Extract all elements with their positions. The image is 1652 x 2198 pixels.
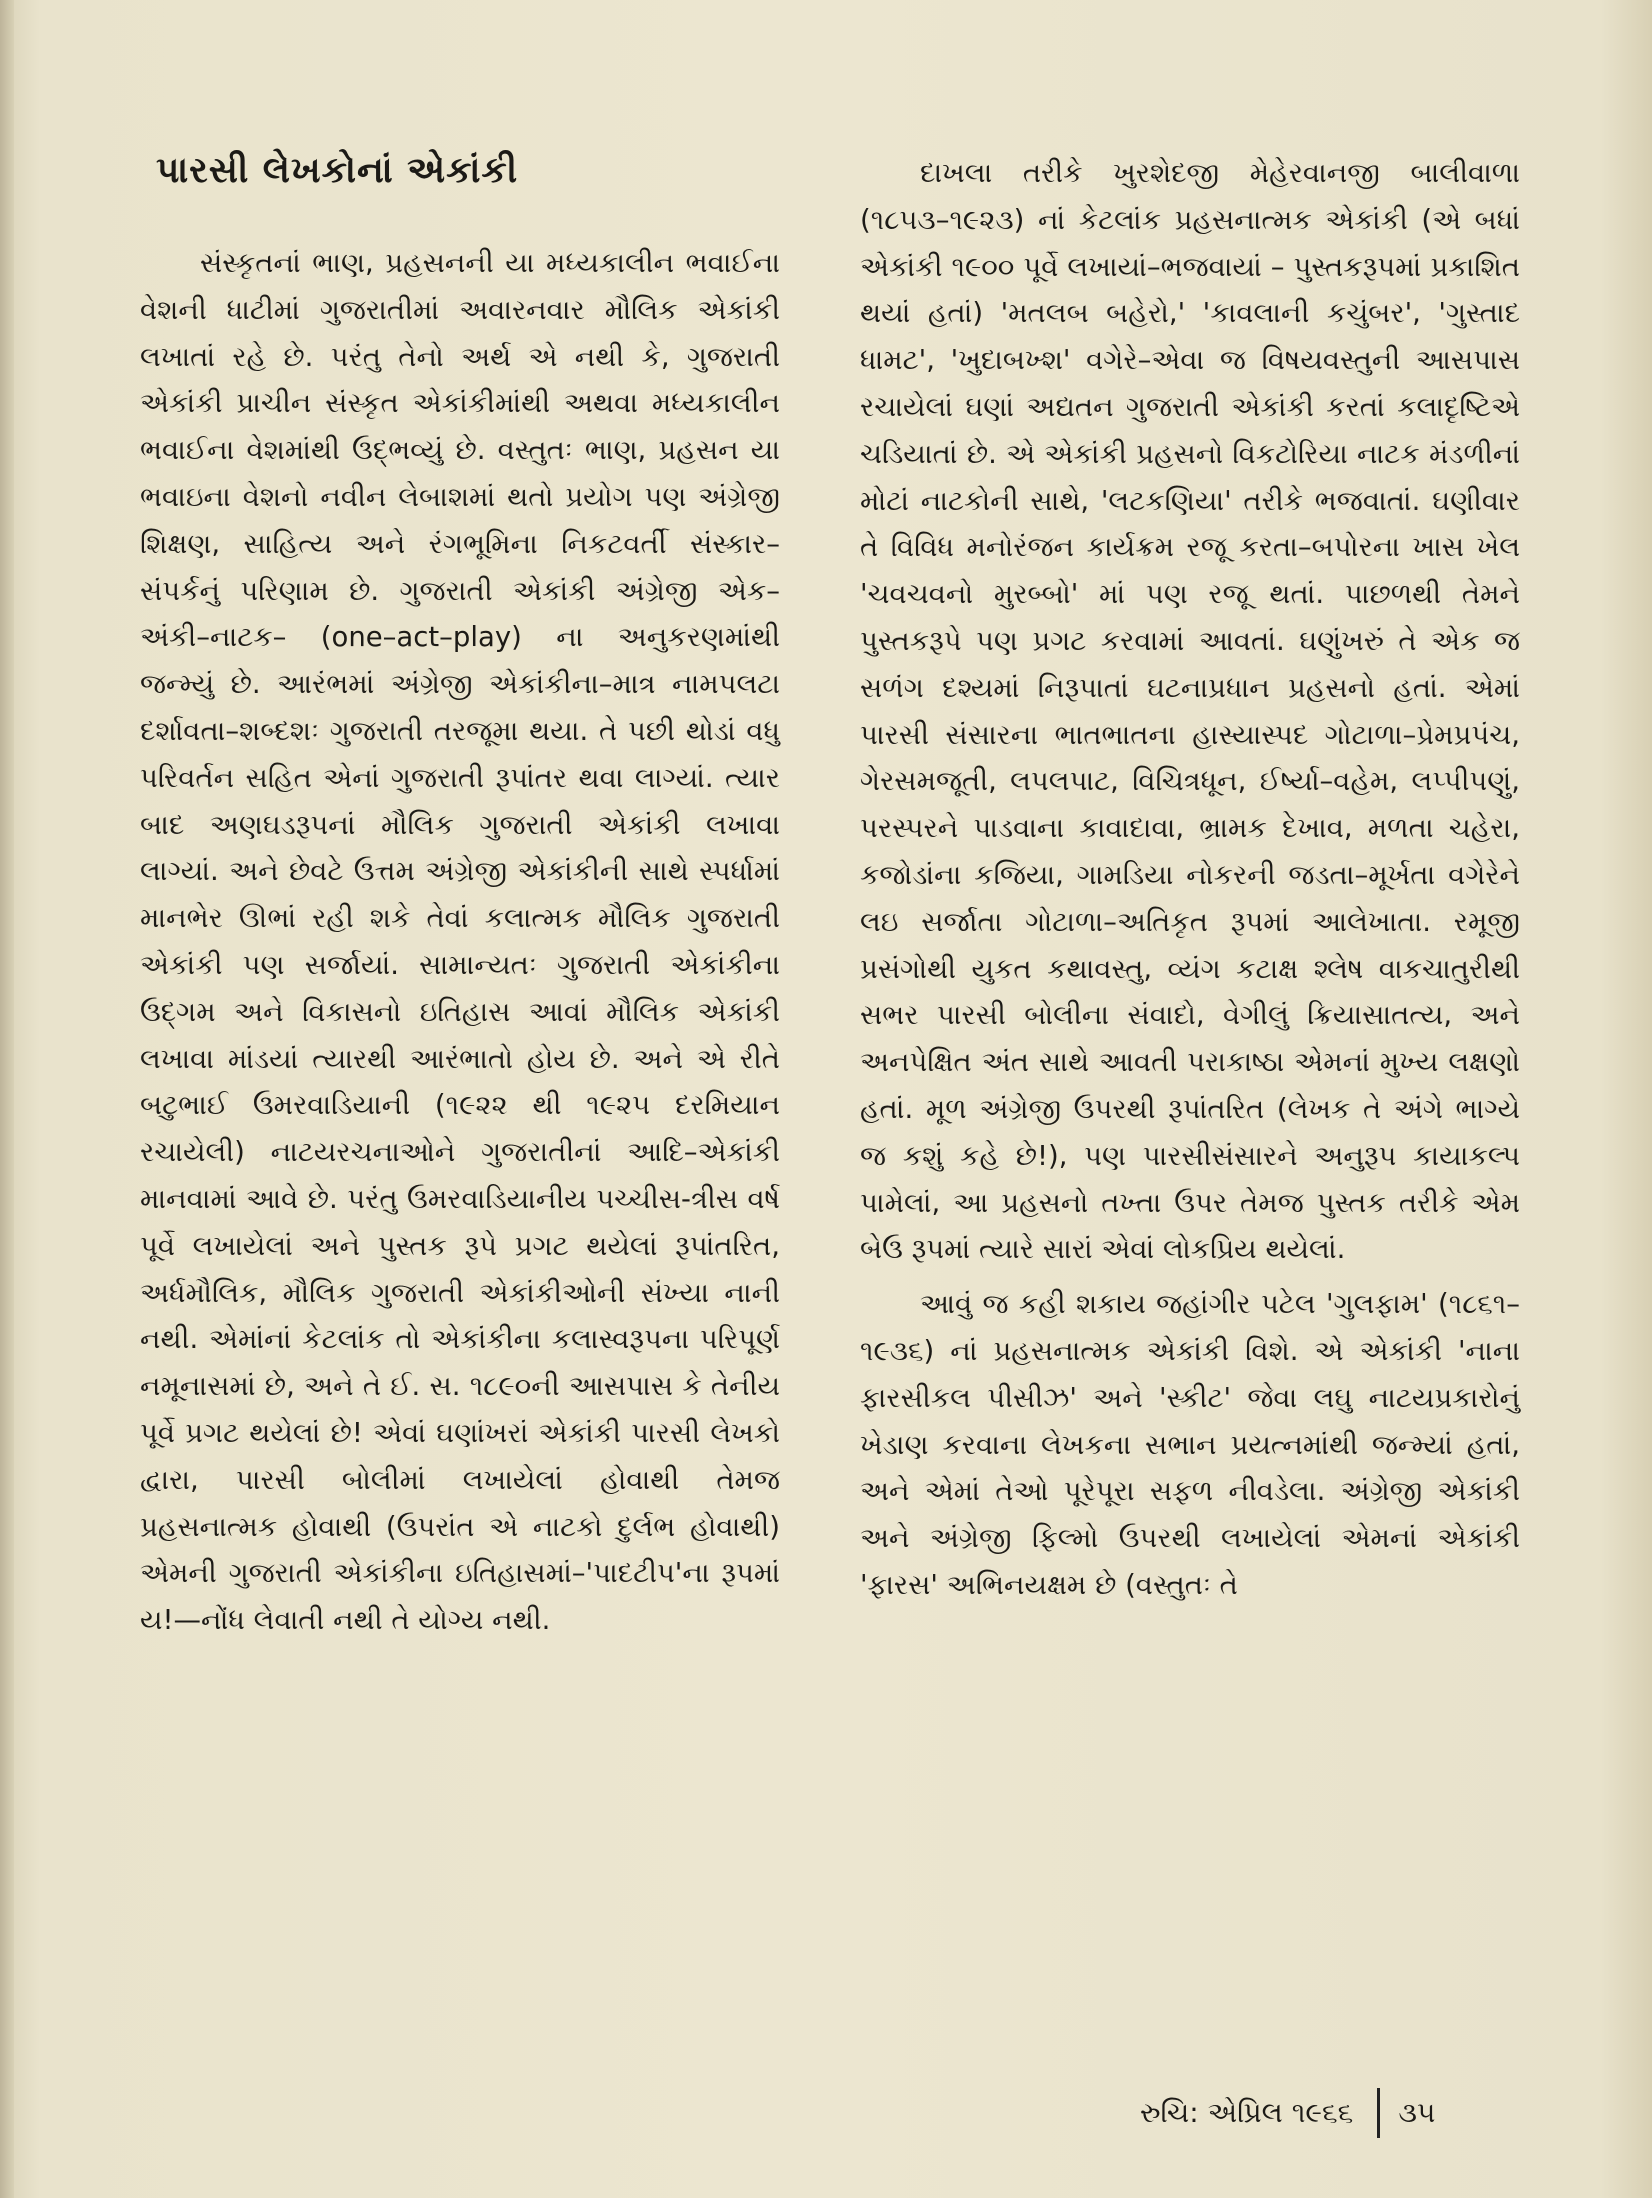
running-title: રુચિ: એપ્રિલ ૧૯૬૬ (1140, 2096, 1354, 2129)
article-title: પારસી લેખકોનાં એકાંકી (156, 150, 519, 191)
right-column (860, 150, 1529, 1609)
left-column (140, 150, 789, 1644)
page-footer (1140, 2088, 1435, 2138)
page-number: ૩૫ (1398, 2096, 1436, 2129)
footer-divider (1377, 2088, 1380, 2138)
right-paragraph-1: દાખલા તરીકે ખુરશેદજી મેહેરવાનજી બાલીવાળા (૧૮૫૩–૧૯૨૩) નાં કેટલાંક પ્રહસનાત્મક એકાંકી (એ બધાં એકાંકી ૧૯૦૦ પૂર્વે લખાયાં–ભજવાયાં – પુસ્તકરૂપમાં પ્રકાશિત થયાં હતાં) 'મતલબ બહેરો,' 'કાવલાની કચુંબર', 'ગુસ્તાદ ધામટ', 'ખુદાબખ્શ' વગેરે–એવા જ વિષયવસ્તુની આસપાસ રચાયેલાં ઘણાં અદ્યતન ગુજરાતી એકાંકી કરતાં કલાદૃષ્ટિએ ચડિયાતાં છે. એ એકાંકી પ્રહસનો વિકટોરિયા નાટક મંડળીનાં મોટાં નાટકોની સાથે, 'લટકણિયા' તરીકે ભજવાતાં. ઘણીવાર તે વિવિધ મનોરંજન કાર્યક્રમ રજૂ કરતા–બપોરના ખાસ ખેલ 'ચવચવનો મુરબ્બો' માં પણ રજૂ થતાં. પાછળથી તેમને પુસ્તકરૂપે પણ પ્રગટ કરવામાં આવતાં. ઘણુંખરું તે એક જ સળંગ દશ્યમાં નિરૂપાતાં ઘટનાપ્રધાન પ્રહસનો હતાં. એમાં પારસી સંસારના ભાતભાતના હાસ્યાસ્પદ ગોટાળા–પ્રેમપ્રપંચ, ગેરસમજૂતી, લપલપાટ, વિચિત્રધૂન, ઈર્ષ્યા–વહેમ, લપ્પીપણું, પરસ્પરને પાડવાના કાવાદાવા, ભ્રામક દેખાવ, મળતા ચહેરા, કજોડાંના કજિયા, ગામડિયા નોકરની જડતા–મૂર્ખતા વગેરેને લઇ સર્જાતા ગોટાળા–અતિકૃત રૂપમાં આલેખાતા. રમૂજી પ્રસંગોથી યુકત કથાવસ્તુ, વ્યંગ કટાક્ષ શ્લેષ વાકચાતુરીથી સભર પારસી બોલીના સંવાદો, વેગીલું ક્રિયાસાતત્ય, અને અનપેક્ષિત અંત સાથે આવતી પરાકાષ્ઠા એમનાં મુખ્ય લક્ષણો હતાં. મૂળ અંગ્રેજી ઉપરથી રૂપાંતરિત (લેખક તે અંગે ભાગ્યે જ કશું કહે છે!), પણ પારસીસંસારને અનુરૂપ કાયાકલ્પ પામેલાં, આ પ્રહસનો તખ્તા ઉપર તેમજ પુસ્તક તરીકે એમ બેઉ રૂપમાં ત્યારે સારાં એવાં લોકપ્રિય થયેલાં. (860, 157, 1529, 1266)
right-paragraph-2: આવું જ કહી શકાય જહાંગીર પટેલ 'ગુલફામ' (૧૮૬૧–૧૯૩૬) નાં પ્રહસનાત્મક એકાંકી વિશે. એ એકાંકી 'નાના ફારસીકલ પીસીઝ' અને 'સ્કીટ' જેવા લઘુ નાટયપ્રકારોનું ખેડાણ કરવાના લેખકના સભાન પ્રયત્નમાંથી જન્મ્યાં હતાં, અને એમાં તેઓ પૂરેપૂરા સફળ નીવડેલા. અંગ્રેજી એકાંકી અને અંગ્રેજી ફિલ્મો ઉપરથી લખાયેલાં એમનાં એકાંકી 'ફારસ' અભિનયક્ષમ છે (વસ્તુતઃ તે (860, 1288, 1529, 1601)
left-paragraph-1: સંસ્કૃતનાં ભાણ, પ્રહસનની યા મધ્યકાલીન ભવાઈના વેશની ધાટીમાં ગુજરાતીમાં અવારનવાર મૌલિક એકાંકી લખાતાં રહે છે. પરંતુ તેનો અર્થ એ નથી કે, ગુજરાતી એકાંકી પ્રાચીન સંસ્કૃત એકાંકીમાંથી અથવા મધ્યકાલીન ભવાઈના વેશમાંથી ઉદ્ભવ્યું છે. વસ્તુતઃ ભાણ, પ્રહસન યા ભવાઇના વેશનો નવીન લેબાશમાં થતો પ્રયોગ પણ અંગ્રેજી શિક્ષણ, સાહિત્ય અને રંગભૂમિના નિકટવર્તી સંસ્કાર–સંપર્કનું પરિણામ છે. ગુજરાતી એકાંકી અંગ્રેજી એક– અંકી–નાટક– (one–act–play) ના અનુકરણમાંથી જન્મ્યું છે. આરંભમાં અંગ્રેજી એકાંકીના–માત્ર નામપલટા દર્શાવતા–શબ્દશઃ ગુજરાતી તરજૂમા થયા. તે પછી થોડાં વધુ પરિવર્તન સહિત એનાં ગુજરાતી રૂપાંતર થવા લાગ્યાં. ત્યાર બાદ અણઘડરૂપનાં મૌલિક ગુજરાતી એકાંકી લખાવા લાગ્યાં. અને છેવટે ઉત્તમ અંગ્રેજી એકાંકીની સાથે સ્પર્ધામાં માનભેર ઊભાં રહી શકે તેવાં કલાત્મક મૌલિક ગુજરાતી એકાંકી પણ સર્જાયાં. સામાન્યતઃ ગુજરાતી એકાંકીના ઉદ્‌ગમ અને વિકાસનો ઇતિહાસ આવાં મૌલિક એકાંકી લખાવા માંડયાં ત્યારથી આરંભાતો હોય છે. અને એ રીતે બટુભાઈ ઉમરવાડિયાની (૧૯૨૨ થી ૧૯૨૫ દરમિયાન રચાયેલી) નાટયરચનાઓને ગુજરાતીનાં આદિ–એકાંકી માનવામાં આવે છે. પરંતુ ઉમરવાડિયાનીય પચ્ચીસ-ત્રીસ વર્ષ પૂર્વે લખાયેલાં અને પુસ્તક રૂપે પ્રગટ થયેલાં રૂપાંતરિત, અર્ધમૌલિક, મૌલિક ગુજરાતી એકાંકીઓની સંખ્યા નાની નથી. એમાંનાં કેટલાંક તો એકાંકીના કલાસ્વરૂપના પરિપૂર્ણ નમૂનાસમાં છે, અને તે ઈ. સ. ૧૮૯૦ની આસપાસ કે તેનીય પૂર્વે પ્રગટ થયેલાં છે! એવાં ઘણાંખરાં એકાંકી પારસી લેખકો દ્વારા, પારસી બોલીમાં લખાયેલાં હોવાથી તેમજ પ્રહસનાત્મક હોવાથી (ઉપરાંત એ નાટકો દુર્લભ હોવાથી) એમની ગુજરાતી એકાંકીના ઇતિહાસમાં–'પાદટીપ'ના રૂપમાં ય!—નોંધ લેવાતી નથી તે યોગ્ય નથી. (140, 247, 789, 1637)
page-binding-edge (0, 0, 14, 2198)
